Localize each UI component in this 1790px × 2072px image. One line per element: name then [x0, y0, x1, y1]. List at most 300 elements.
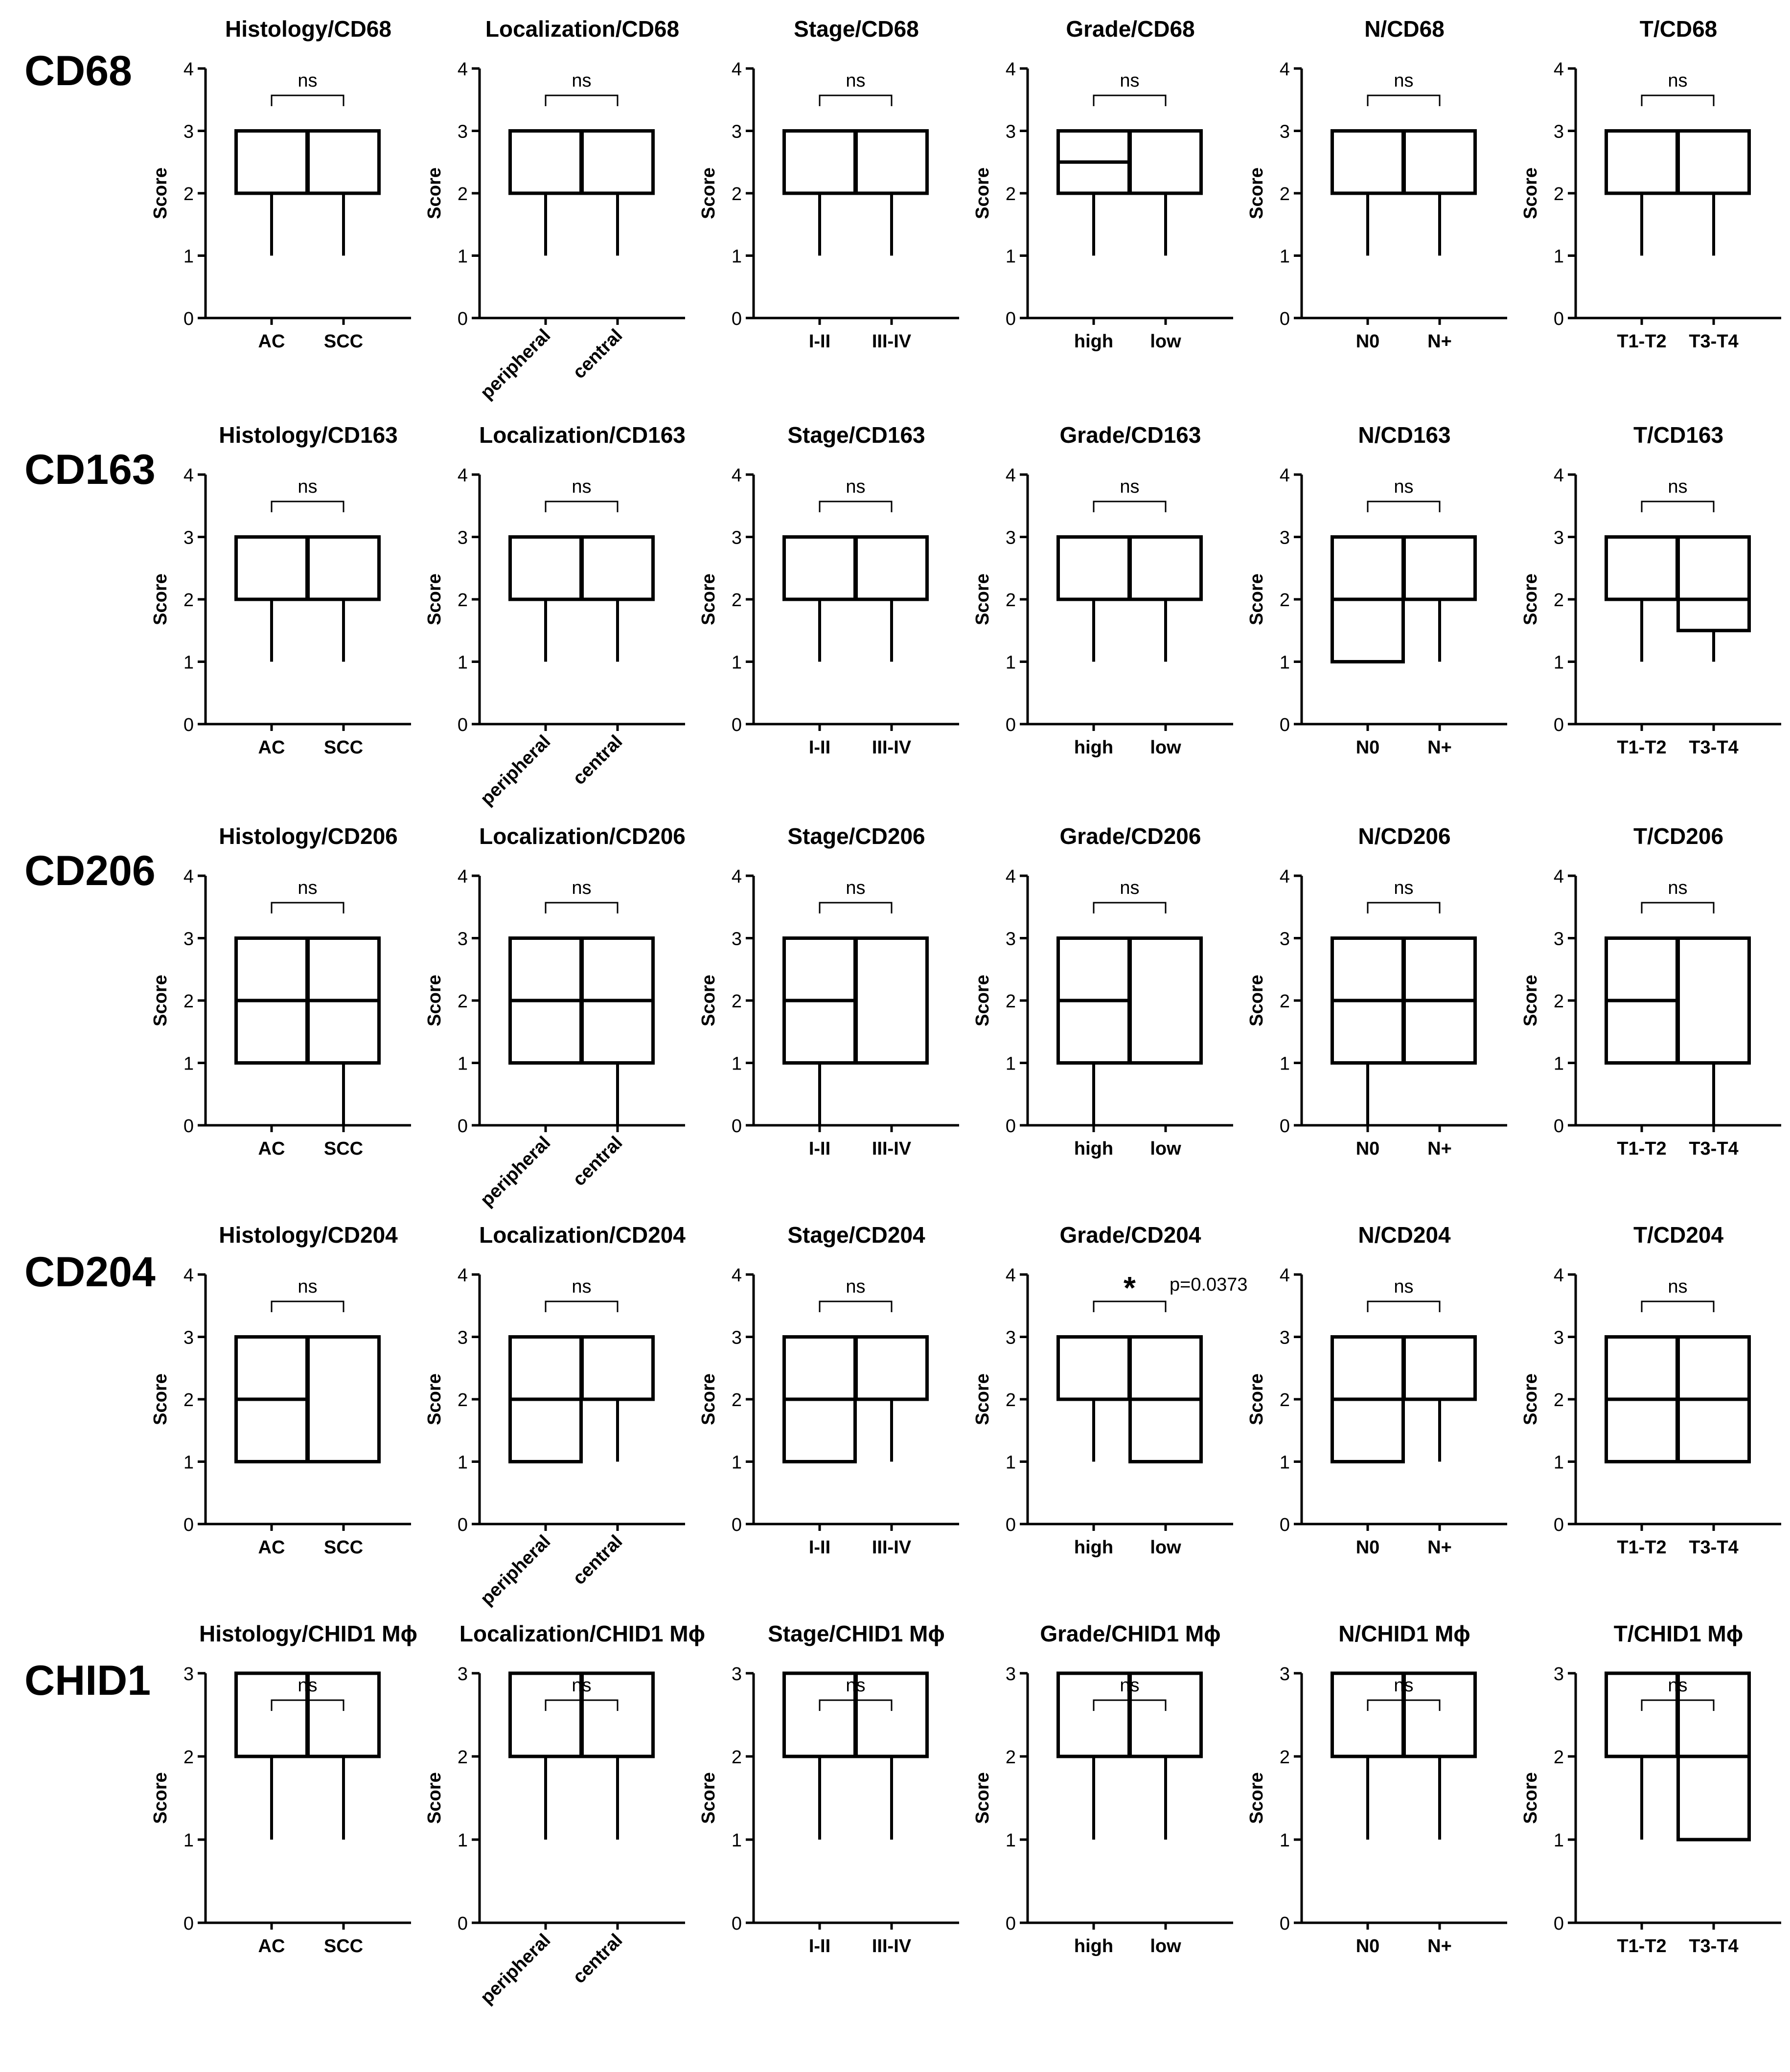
x-tick-label: T3-T4: [1689, 1936, 1739, 1957]
chart-title: T/CD163: [1633, 422, 1724, 448]
chart-title: Grade/CD163: [1059, 422, 1201, 448]
box: [1404, 1673, 1475, 1756]
box: [1678, 537, 1749, 631]
y-tick-label: 2: [1553, 184, 1564, 205]
x-tick-label: T1-T2: [1617, 1537, 1667, 1558]
chart-panel: [1246, 422, 1507, 758]
y-tick-label: 2: [1005, 590, 1016, 611]
y-tick-label: 3: [1279, 527, 1290, 548]
y-axis-label: Score: [972, 975, 993, 1026]
chart-panel: [150, 823, 411, 1159]
x-tick-label: I-II: [808, 1138, 831, 1159]
y-tick-label: 3: [1005, 1664, 1016, 1685]
y-tick-label: 4: [731, 59, 742, 80]
x-tick-label: AC: [258, 1537, 285, 1558]
x-tick-label: SCC: [323, 737, 364, 758]
y-axis-label: Score: [1520, 573, 1541, 625]
chart-panel: [150, 1222, 411, 1558]
y-tick-label: 1: [1553, 1053, 1564, 1074]
x-tick-label: AC: [258, 1936, 285, 1957]
y-axis-label: Score: [424, 975, 445, 1026]
y-tick-label: 0: [183, 715, 194, 735]
significance-bracket: [820, 1301, 892, 1312]
x-tick-label: T3-T4: [1689, 331, 1739, 352]
y-tick-label: 1: [1005, 1053, 1016, 1074]
x-tick-label: peripheral: [476, 1132, 555, 1211]
y-tick-label: 4: [1005, 465, 1016, 486]
x-tick-label: high: [1074, 1936, 1114, 1957]
box: [308, 537, 379, 600]
significance-bracket: [272, 903, 344, 913]
box: [1404, 131, 1475, 194]
chart-title: N/CD204: [1358, 1222, 1451, 1248]
y-tick-label: 3: [1005, 121, 1016, 142]
y-tick-label: 2: [457, 1390, 468, 1411]
y-tick-label: 0: [1553, 1913, 1564, 1934]
box: [510, 131, 581, 194]
y-tick-label: 0: [1005, 309, 1016, 329]
y-tick-label: 1: [183, 1452, 194, 1473]
chart-title: N/CD163: [1358, 422, 1451, 448]
chart-panel: [1520, 1621, 1781, 1957]
box: [236, 1673, 307, 1756]
y-tick-label: 0: [1005, 1913, 1016, 1934]
y-tick-label: 3: [731, 1327, 742, 1348]
x-tick-label: T1-T2: [1617, 1936, 1667, 1957]
y-tick-label: 1: [457, 246, 468, 267]
box: [1332, 1673, 1403, 1756]
chart-panel: [1246, 823, 1507, 1159]
y-tick-label: 1: [457, 1830, 468, 1851]
y-tick-label: 1: [1279, 1452, 1290, 1473]
y-tick-label: 0: [457, 1515, 468, 1535]
x-tick-label: I-II: [808, 1936, 831, 1957]
x-tick-label: T3-T4: [1689, 1138, 1739, 1159]
chart-title: Grade/CD206: [1059, 823, 1201, 849]
y-tick-label: 3: [457, 1664, 468, 1685]
chart-panel: [972, 1222, 1248, 1558]
y-tick-label: 1: [1279, 652, 1290, 673]
y-axis-label: Score: [698, 167, 719, 219]
y-tick-label: 4: [183, 1265, 194, 1286]
significance-bracket: [1642, 501, 1714, 512]
significance-bracket: [546, 903, 618, 913]
chart-title: N/CHID1 Mϕ: [1338, 1621, 1470, 1646]
y-tick-label: 0: [183, 1913, 194, 1934]
significance-bracket: [1642, 95, 1714, 106]
box: [236, 537, 307, 600]
y-tick-label: 2: [1279, 1747, 1290, 1768]
box: [856, 537, 927, 600]
y-tick-label: 1: [457, 1452, 468, 1473]
y-tick-label: 2: [1279, 1390, 1290, 1411]
y-tick-label: 1: [731, 652, 742, 673]
box: [1058, 537, 1129, 600]
significance-label: ns: [298, 1276, 318, 1297]
significance-label: ns: [1394, 70, 1414, 91]
chart-title: Stage/CD206: [787, 823, 925, 849]
significance-label: ns: [572, 70, 592, 91]
significance-label: ns: [1394, 477, 1414, 497]
y-tick-label: 1: [457, 652, 468, 673]
x-tick-label: central: [569, 1531, 627, 1589]
y-tick-label: 1: [1279, 246, 1290, 267]
x-tick-label: III-IV: [872, 1138, 912, 1159]
y-axis-label: Score: [1246, 1772, 1267, 1824]
y-axis-label: Score: [972, 167, 993, 219]
x-tick-label: N0: [1355, 737, 1380, 758]
significance-label: ns: [1668, 1276, 1688, 1297]
chart-panel: [698, 1621, 959, 1957]
y-tick-label: 1: [1005, 246, 1016, 267]
y-tick-label: 4: [1279, 1265, 1290, 1286]
box: [582, 1337, 653, 1400]
y-tick-label: 2: [183, 590, 194, 611]
y-tick-label: 2: [731, 1747, 742, 1768]
y-tick-label: 3: [183, 929, 194, 950]
chart-title: T/CD68: [1639, 16, 1718, 42]
x-tick-label: high: [1074, 737, 1114, 758]
y-tick-label: 2: [731, 991, 742, 1012]
chart-panel: [150, 422, 411, 758]
box: [308, 1673, 379, 1756]
chart-panel: [972, 422, 1233, 758]
y-axis-label: Score: [424, 1373, 445, 1425]
y-tick-label: 3: [457, 929, 468, 950]
significance-bracket: [546, 501, 618, 512]
x-tick-label: III-IV: [872, 331, 912, 352]
y-tick-label: 1: [457, 1053, 468, 1074]
chart-title: T/CD206: [1633, 823, 1724, 849]
y-axis-label: Score: [150, 573, 171, 625]
y-tick-label: 3: [731, 1664, 742, 1685]
row-label-chid1: CHID1: [24, 1657, 151, 1704]
y-tick-label: 3: [183, 527, 194, 548]
x-tick-label: peripheral: [476, 1531, 555, 1610]
x-tick-label: I-II: [808, 331, 831, 352]
box: [856, 1337, 927, 1400]
y-tick-label: 3: [1553, 121, 1564, 142]
y-tick-label: 0: [457, 1913, 468, 1934]
box: [308, 1337, 379, 1462]
box: [784, 537, 855, 600]
x-tick-label: T1-T2: [1617, 1138, 1667, 1159]
chart-panel: [698, 1222, 959, 1558]
significance-bracket: [1368, 501, 1440, 512]
y-tick-label: 1: [183, 1830, 194, 1851]
y-tick-label: 0: [1005, 715, 1016, 735]
box: [582, 537, 653, 600]
x-tick-label: central: [569, 1132, 627, 1190]
y-axis-label: Score: [150, 167, 171, 219]
box: [856, 131, 927, 194]
significance-label: ns: [1394, 878, 1414, 898]
chart-title: Localization/CD204: [479, 1222, 686, 1248]
significance-label: *: [1124, 1270, 1136, 1305]
box: [582, 1673, 653, 1756]
y-tick-label: 0: [1005, 1116, 1016, 1137]
y-axis-label: Score: [972, 1772, 993, 1824]
x-tick-label: III-IV: [872, 737, 912, 758]
y-axis-label: Score: [1520, 975, 1541, 1026]
y-tick-label: 2: [457, 184, 468, 205]
row-label-cd206: CD206: [24, 847, 156, 894]
y-tick-label: 2: [1005, 991, 1016, 1012]
y-tick-label: 2: [457, 1747, 468, 1768]
y-tick-label: 0: [183, 1116, 194, 1137]
y-tick-label: 4: [183, 465, 194, 486]
chart-title: Histology/CD68: [225, 16, 391, 42]
y-tick-label: 2: [1553, 590, 1564, 611]
y-tick-label: 3: [1005, 527, 1016, 548]
x-tick-label: AC: [258, 1138, 285, 1159]
y-tick-label: 3: [457, 527, 468, 548]
row-label-cd204: CD204: [24, 1249, 156, 1296]
significance-label: ns: [572, 477, 592, 497]
chart-title: Grade/CHID1 Mϕ: [1040, 1621, 1221, 1646]
y-tick-label: 2: [1005, 184, 1016, 205]
significance-label: ns: [1668, 878, 1688, 898]
y-axis-label: Score: [150, 975, 171, 1026]
chart-title: Histology/CD204: [219, 1222, 398, 1248]
significance-label: ns: [846, 1276, 866, 1297]
y-tick-label: 0: [1279, 1913, 1290, 1934]
y-tick-label: 1: [183, 1053, 194, 1074]
y-tick-label: 1: [1553, 246, 1564, 267]
chart-panel: [150, 1621, 417, 1957]
x-tick-label: N+: [1427, 1138, 1452, 1159]
significance-label: ns: [846, 70, 866, 91]
x-tick-label: AC: [258, 331, 285, 352]
chart-panel: [424, 1621, 705, 2008]
significance-bracket: [1094, 903, 1166, 913]
box: [1606, 131, 1677, 194]
y-tick-label: 1: [1553, 652, 1564, 673]
y-tick-label: 0: [1279, 1515, 1290, 1535]
y-axis-label: Score: [698, 1373, 719, 1425]
x-tick-label: high: [1074, 1138, 1114, 1159]
chart-panel: [424, 1222, 686, 1609]
y-tick-label: 3: [731, 929, 742, 950]
y-axis-label: Score: [424, 1772, 445, 1824]
y-tick-label: 2: [457, 590, 468, 611]
chart-panel: [424, 422, 686, 809]
significance-bracket: [1368, 1301, 1440, 1312]
y-tick-label: 1: [731, 1452, 742, 1473]
y-axis-label: Score: [1246, 1373, 1267, 1425]
x-tick-label: N+: [1427, 737, 1452, 758]
y-tick-label: 3: [457, 1327, 468, 1348]
significance-bracket: [1094, 95, 1166, 106]
y-tick-label: 2: [1553, 1747, 1564, 1768]
chart-panel: [1520, 1222, 1781, 1558]
y-tick-label: 0: [457, 715, 468, 735]
y-tick-label: 4: [731, 866, 742, 887]
y-tick-label: 4: [1005, 866, 1016, 887]
chart-panel: [698, 16, 959, 352]
x-tick-label: N+: [1427, 331, 1452, 352]
box: [1130, 131, 1201, 194]
box: [1130, 1673, 1201, 1756]
significance-label: ns: [1120, 878, 1140, 898]
y-tick-label: 2: [731, 184, 742, 205]
chart-panel: [1246, 1621, 1507, 1957]
p-value-label: p=0.0373: [1170, 1275, 1248, 1295]
chart-title: Histology/CD206: [219, 823, 398, 849]
chart-title: N/CD206: [1358, 823, 1451, 849]
y-tick-label: 0: [731, 715, 742, 735]
x-tick-label: N+: [1427, 1537, 1452, 1558]
y-tick-label: 0: [1279, 1116, 1290, 1137]
y-tick-label: 2: [731, 1390, 742, 1411]
significance-label: ns: [1394, 1675, 1414, 1696]
y-tick-label: 2: [1553, 991, 1564, 1012]
chart-panel: [150, 16, 411, 352]
y-tick-label: 0: [1553, 309, 1564, 329]
x-tick-label: III-IV: [872, 1537, 912, 1558]
chart-title: Stage/CD204: [787, 1222, 925, 1248]
y-tick-label: 1: [183, 246, 194, 267]
chart-title: T/CHID1 Mϕ: [1613, 1621, 1744, 1646]
chart-title: Localization/CHID1 Mϕ: [459, 1621, 706, 1646]
chart-panel: [1246, 1222, 1507, 1558]
y-axis-label: Score: [424, 167, 445, 219]
x-tick-label: high: [1074, 331, 1114, 352]
y-tick-label: 1: [1005, 1452, 1016, 1473]
box: [784, 1673, 855, 1756]
y-tick-label: 3: [183, 121, 194, 142]
y-tick-label: 0: [731, 1913, 742, 1934]
y-tick-label: 4: [731, 465, 742, 486]
y-tick-label: 3: [731, 527, 742, 548]
x-tick-label: peripheral: [476, 731, 555, 810]
x-tick-label: low: [1150, 1537, 1181, 1558]
chart-title: Stage/CD68: [794, 16, 919, 42]
y-tick-label: 3: [457, 121, 468, 142]
significance-bracket: [1642, 903, 1714, 913]
y-tick-label: 2: [1005, 1747, 1016, 1768]
y-tick-label: 3: [1005, 929, 1016, 950]
box: [1606, 1673, 1677, 1756]
y-axis-label: Score: [1520, 1373, 1541, 1425]
box: [1058, 1673, 1129, 1756]
box: [1606, 537, 1677, 600]
significance-label: ns: [1668, 70, 1688, 91]
y-axis-label: Score: [1246, 573, 1267, 625]
y-tick-label: 4: [1553, 465, 1564, 486]
y-axis-label: Score: [972, 573, 993, 625]
chart-panel: [698, 823, 959, 1159]
row-label-cd68: CD68: [24, 47, 132, 94]
box: [856, 938, 927, 1063]
y-tick-label: 4: [183, 866, 194, 887]
box: [582, 131, 653, 194]
y-tick-label: 0: [183, 1515, 194, 1535]
y-tick-label: 2: [1005, 1390, 1016, 1411]
significance-label: ns: [298, 477, 318, 497]
significance-label: ns: [298, 878, 318, 898]
chart-panel: [424, 16, 685, 403]
chart-title: Histology/CHID1 Mϕ: [199, 1621, 417, 1646]
y-tick-label: 1: [731, 1830, 742, 1851]
x-tick-label: low: [1150, 1936, 1181, 1957]
y-tick-label: 2: [183, 1747, 194, 1768]
box: [1130, 938, 1201, 1063]
x-tick-label: I-II: [808, 737, 831, 758]
y-tick-label: 0: [183, 309, 194, 329]
significance-bracket: [272, 501, 344, 512]
y-tick-label: 4: [1005, 1265, 1016, 1286]
y-tick-label: 3: [1553, 527, 1564, 548]
box: [1332, 131, 1403, 194]
chart-title: Localization/CD163: [479, 422, 686, 448]
y-tick-label: 3: [183, 1664, 194, 1685]
y-tick-label: 0: [731, 309, 742, 329]
y-axis-label: Score: [698, 975, 719, 1026]
box: [784, 131, 855, 194]
chart-title: N/CD68: [1364, 16, 1445, 42]
chart-panel: [972, 1621, 1233, 1957]
chart-title: Localization/CD206: [479, 823, 686, 849]
y-tick-label: 1: [183, 652, 194, 673]
chart-panel: [1520, 823, 1781, 1159]
y-tick-label: 3: [1279, 929, 1290, 950]
y-tick-label: 3: [1279, 1327, 1290, 1348]
y-tick-label: 3: [1553, 929, 1564, 950]
box: [510, 1673, 581, 1756]
y-tick-label: 4: [1005, 59, 1016, 80]
significance-bracket: [546, 95, 618, 106]
y-tick-label: 1: [1553, 1830, 1564, 1851]
y-tick-label: 0: [1553, 1515, 1564, 1535]
significance-bracket: [820, 501, 892, 512]
y-tick-label: 0: [731, 1116, 742, 1137]
y-tick-label: 4: [731, 1265, 742, 1286]
box: [1404, 1337, 1475, 1400]
x-tick-label: peripheral: [476, 1930, 555, 2008]
y-tick-label: 3: [1279, 1664, 1290, 1685]
x-tick-label: III-IV: [872, 1936, 912, 1957]
chart-title: Grade/CD204: [1059, 1222, 1201, 1248]
y-tick-label: 1: [1279, 1053, 1290, 1074]
chart-title: Histology/CD163: [219, 422, 398, 448]
significance-label: ns: [1394, 1276, 1414, 1297]
y-tick-label: 4: [1279, 59, 1290, 80]
y-axis-label: Score: [1246, 167, 1267, 219]
x-tick-label: peripheral: [476, 325, 555, 404]
significance-label: ns: [1120, 477, 1140, 497]
y-tick-label: 0: [1553, 715, 1564, 735]
y-axis-label: Score: [972, 1373, 993, 1425]
y-tick-label: 2: [457, 991, 468, 1012]
y-tick-label: 2: [1279, 184, 1290, 205]
x-tick-label: low: [1150, 737, 1181, 758]
y-tick-label: 4: [457, 1265, 468, 1286]
y-tick-label: 1: [1553, 1452, 1564, 1473]
x-tick-label: SCC: [323, 1936, 364, 1957]
y-tick-label: 1: [1005, 1830, 1016, 1851]
significance-label: ns: [572, 878, 592, 898]
y-tick-label: 1: [1279, 1830, 1290, 1851]
y-axis-label: Score: [150, 1772, 171, 1824]
chart-panel: [972, 823, 1233, 1159]
x-tick-label: AC: [258, 737, 285, 758]
y-tick-label: 0: [1005, 1515, 1016, 1535]
chart-panel: [972, 16, 1233, 352]
y-tick-label: 2: [1279, 590, 1290, 611]
significance-bracket: [820, 903, 892, 913]
x-tick-label: T1-T2: [1617, 331, 1667, 352]
